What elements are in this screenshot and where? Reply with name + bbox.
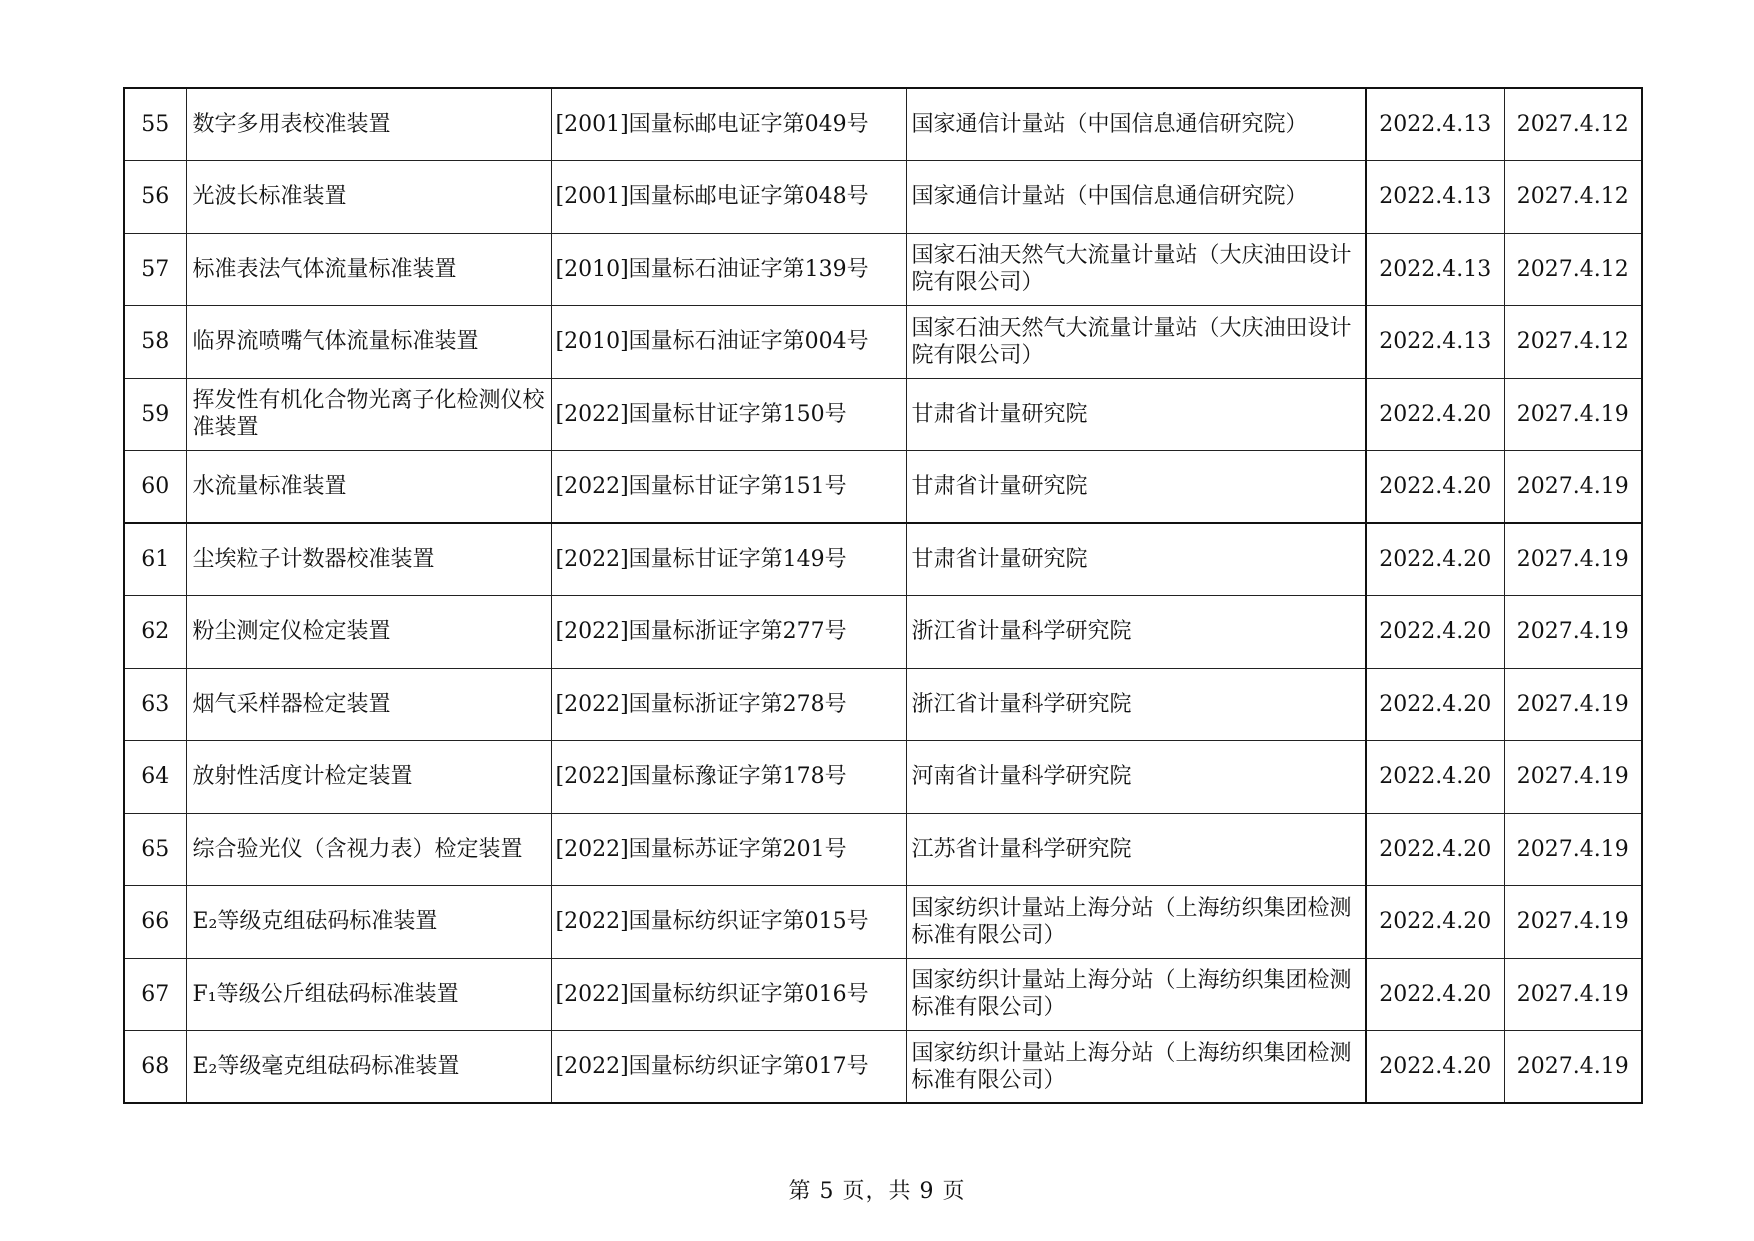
expiry-date-cell: 2027.4.19 — [1504, 596, 1642, 669]
row-number-cell: 56 — [124, 161, 186, 234]
organization-cell: 江苏省计量科学研究院 — [906, 813, 1366, 886]
row-number-cell: 66 — [124, 886, 186, 959]
certificate-number-cell: [2010]国量标石油证字第004号 — [551, 306, 906, 379]
certificate-number-cell: [2022]国量标甘证字第150号 — [551, 378, 906, 451]
certificate-number-cell: [2001]国量标邮电证字第048号 — [551, 161, 906, 234]
organization-cell: 国家纺织计量站上海分站（上海纺织集团检测标准有限公司） — [906, 886, 1366, 959]
expiry-date-cell: 2027.4.12 — [1504, 233, 1642, 306]
row-number-cell: 64 — [124, 741, 186, 814]
issue-date-cell: 2022.4.13 — [1366, 306, 1504, 379]
device-name-cell: E₂等级毫克组砝码标准装置 — [186, 1031, 551, 1104]
certificate-number-cell: [2022]国量标甘证字第149号 — [551, 523, 906, 596]
table-row — [124, 378, 1642, 451]
device-name-cell: 光波长标准装置 — [186, 161, 551, 234]
device-name-cell: 挥发性有机化合物光离子化检测仪校准装置 — [186, 378, 551, 451]
expiry-date-cell: 2027.4.19 — [1504, 378, 1642, 451]
organization-cell: 浙江省计量科学研究院 — [906, 596, 1366, 669]
organization-cell: 甘肃省计量研究院 — [906, 378, 1366, 451]
table-row — [124, 233, 1642, 306]
expiry-date-cell: 2027.4.12 — [1504, 306, 1642, 379]
issue-date-cell: 2022.4.20 — [1366, 596, 1504, 669]
expiry-date-cell: 2027.4.19 — [1504, 451, 1642, 524]
certificate-number-cell: [2022]国量标纺织证字第015号 — [551, 886, 906, 959]
device-name-cell: 临界流喷嘴气体流量标准装置 — [186, 306, 551, 379]
row-number-cell: 61 — [124, 523, 186, 596]
organization-cell: 国家通信计量站（中国信息通信研究院） — [906, 161, 1366, 234]
device-name-cell: F₁等级公斤组砝码标准装置 — [186, 958, 551, 1031]
issue-date-cell: 2022.4.13 — [1366, 88, 1504, 161]
issue-date-cell: 2022.4.20 — [1366, 886, 1504, 959]
certificate-number-cell: [2001]国量标邮电证字第049号 — [551, 88, 906, 161]
certificate-number-cell: [2022]国量标苏证字第201号 — [551, 813, 906, 886]
issue-date-cell: 2022.4.20 — [1366, 741, 1504, 814]
row-number-cell: 60 — [124, 451, 186, 524]
table-row — [124, 451, 1642, 524]
organization-cell: 国家石油天然气大流量计量站（大庆油田设计院有限公司） — [906, 306, 1366, 379]
device-name-cell: 水流量标准装置 — [186, 451, 551, 524]
organization-cell: 河南省计量科学研究院 — [906, 741, 1366, 814]
row-number-cell: 68 — [124, 1031, 186, 1104]
expiry-date-cell: 2027.4.19 — [1504, 741, 1642, 814]
certificate-number-cell: [2022]国量标甘证字第151号 — [551, 451, 906, 524]
expiry-date-cell: 2027.4.19 — [1504, 958, 1642, 1031]
table-row — [124, 886, 1642, 959]
row-number-cell: 63 — [124, 668, 186, 741]
table-row — [124, 596, 1642, 669]
expiry-date-cell: 2027.4.12 — [1504, 88, 1642, 161]
expiry-date-cell: 2027.4.19 — [1504, 523, 1642, 596]
row-number-cell: 67 — [124, 958, 186, 1031]
row-number-cell: 65 — [124, 813, 186, 886]
table-row — [124, 958, 1642, 1031]
organization-cell: 甘肃省计量研究院 — [906, 451, 1366, 524]
expiry-date-cell: 2027.4.19 — [1504, 886, 1642, 959]
organization-cell: 国家纺织计量站上海分站（上海纺织集团检测标准有限公司） — [906, 958, 1366, 1031]
expiry-date-cell: 2027.4.19 — [1504, 1031, 1642, 1104]
row-number-cell: 62 — [124, 596, 186, 669]
certificate-number-cell: [2022]国量标浙证字第278号 — [551, 668, 906, 741]
table-row — [124, 88, 1642, 161]
issue-date-cell: 2022.4.13 — [1366, 161, 1504, 234]
issue-date-cell: 2022.4.20 — [1366, 378, 1504, 451]
issue-date-cell: 2022.4.20 — [1366, 451, 1504, 524]
organization-cell: 国家通信计量站（中国信息通信研究院） — [906, 88, 1366, 161]
organization-cell: 甘肃省计量研究院 — [906, 523, 1366, 596]
expiry-date-cell: 2027.4.19 — [1504, 813, 1642, 886]
device-name-cell: 标准表法气体流量标准装置 — [186, 233, 551, 306]
expiry-date-cell: 2027.4.19 — [1504, 668, 1642, 741]
row-number-cell: 57 — [124, 233, 186, 306]
table-row — [124, 668, 1642, 741]
issue-date-cell: 2022.4.20 — [1366, 958, 1504, 1031]
device-name-cell: 粉尘测定仪检定装置 — [186, 596, 551, 669]
device-name-cell: 烟气采样器检定装置 — [186, 668, 551, 741]
certificate-number-cell: [2022]国量标纺织证字第017号 — [551, 1031, 906, 1104]
expiry-date-cell: 2027.4.12 — [1504, 161, 1642, 234]
organization-cell: 国家纺织计量站上海分站（上海纺织集团检测标准有限公司） — [906, 1031, 1366, 1104]
device-name-cell: 综合验光仪（含视力表）检定装置 — [186, 813, 551, 886]
row-number-cell: 55 — [124, 88, 186, 161]
device-name-cell: E₂等级克组砝码标准装置 — [186, 886, 551, 959]
organization-cell: 国家石油天然气大流量计量站（大庆油田设计院有限公司） — [906, 233, 1366, 306]
certificate-number-cell: [2010]国量标石油证字第139号 — [551, 233, 906, 306]
table-row — [124, 1031, 1642, 1104]
page-footer: 第 5 页，共 9 页 — [788, 1179, 966, 1204]
row-number-cell: 58 — [124, 306, 186, 379]
standards-table — [123, 87, 1643, 1104]
table-row — [124, 306, 1642, 379]
certificate-number-cell: [2022]国量标纺织证字第016号 — [551, 958, 906, 1031]
certificate-number-cell: [2022]国量标浙证字第277号 — [551, 596, 906, 669]
certificate-number-cell: [2022]国量标豫证字第178号 — [551, 741, 906, 814]
row-number-cell: 59 — [124, 378, 186, 451]
organization-cell: 浙江省计量科学研究院 — [906, 668, 1366, 741]
device-name-cell: 尘埃粒子计数器校准装置 — [186, 523, 551, 596]
device-name-cell: 数字多用表校准装置 — [186, 88, 551, 161]
issue-date-cell: 2022.4.20 — [1366, 668, 1504, 741]
table-row — [124, 741, 1642, 814]
table-body — [124, 88, 1642, 1103]
table-row — [124, 161, 1642, 234]
table-row — [124, 813, 1642, 886]
device-name-cell: 放射性活度计检定装置 — [186, 741, 551, 814]
issue-date-cell: 2022.4.20 — [1366, 1031, 1504, 1104]
issue-date-cell: 2022.4.20 — [1366, 523, 1504, 596]
issue-date-cell: 2022.4.20 — [1366, 813, 1504, 886]
issue-date-cell: 2022.4.13 — [1366, 233, 1504, 306]
table-row — [124, 523, 1642, 596]
